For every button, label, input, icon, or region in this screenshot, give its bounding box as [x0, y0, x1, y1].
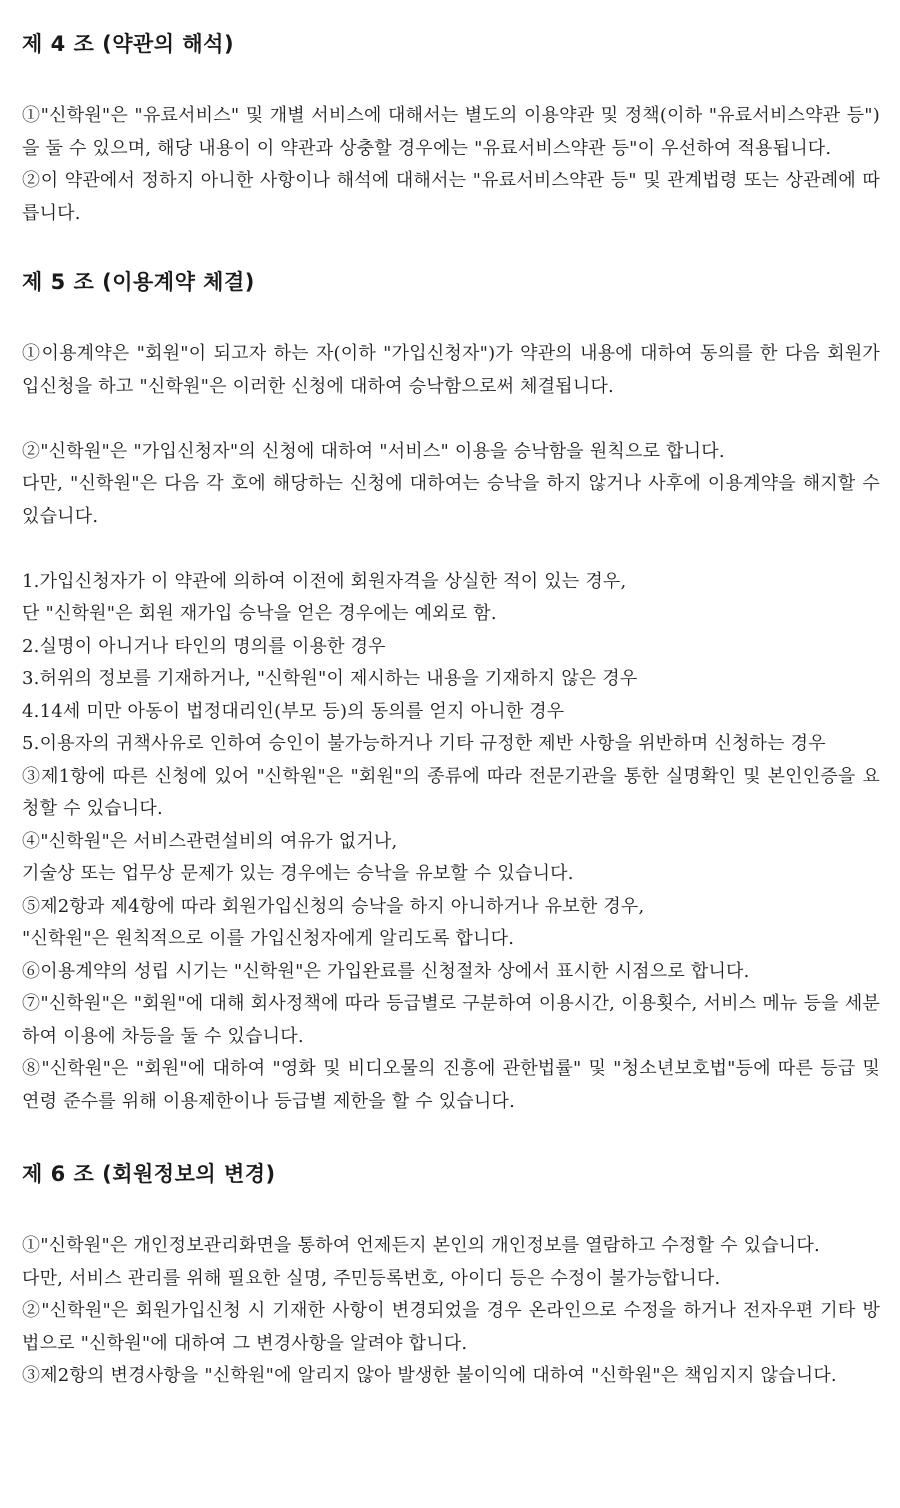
article-5-clause-5-cont: "신학원"은 원칙적으로 이를 가입신청자에게 알리도록 합니다.: [22, 928, 515, 949]
article-5-clause-1: ①이용계약은 "회원"이 되고자 하는 자(이하 "가입신청자")가 약관의 내용에 대하여 동의를 한 다음 회원가입신청을 하고 "신학원"은 이러한 신청에 대하여 승낙함으로써 체결됩니다.: [22, 343, 880, 397]
article-5-clause-7: ⑦"신학원"은 "회원"에 대해 회사정책에 따라 등급별로 구분하여 이용시간, 이용횟수, 서비스 메뉴 등을 세분하여 이용에 차등을 둘 수 있습니다.: [22, 993, 880, 1047]
article-5-item-1-exception: 단 "신학원"은 회원 재가입 승낙을 얻은 경우에는 예외로 함.: [22, 603, 497, 624]
article-5-body: [22, 338, 880, 1118]
article-4-body: [22, 100, 880, 230]
article-4-heading: 제 4 조 (약관의 해석): [22, 32, 235, 56]
article-6-clause-3: ③제2항의 변경사항을 "신학원"에 알리지 않아 발생한 불이익에 대하여 "신학원"은 책임지지 않습니다.: [22, 1365, 837, 1386]
article-6-body: [22, 1230, 880, 1393]
article-6-clause-2: ②"신학원"은 회원가입신청 시 기재한 사항이 변경되었을 경우 온라인으로 수정을 하거나 전자우편 기타 방법으로 "신학원"에 대하여 그 변경사항을 알려야 합니다.: [22, 1300, 880, 1354]
article-5-item-4: 4.14세 미만 아동이 법정대리인(부모 등)의 동의를 얻지 아니한 경우: [22, 700, 565, 722]
article-5-item-3: 3.허위의 정보를 기재하거나, "신학원"이 제시하는 내용을 기재하지 않은 경우: [22, 668, 638, 689]
article-4-clause-2: ②이 약관에서 정하지 아니한 사항이나 해석에 대해서는 "유료서비스약관 등" 및 관계법령 또는 상관례에 따릅니다.: [22, 170, 880, 224]
article-5-item-5: 5.이용자의 귀책사유로 인하여 승인이 불가능하거나 기타 규정한 제반 사항을 위반하며 신청하는 경우: [22, 733, 826, 754]
paragraph-gap: [22, 403, 880, 436]
article-5-clause-2: ②"신학원"은 "가입신청자"의 신청에 대하여 "서비스" 이용을 승낙함을 원칙으로 합니다.: [22, 440, 725, 462]
article-5-item-1: 1.가입신청자가 이 약관에 의하여 이전에 회원자격을 상실한 적이 있는 경우,: [22, 570, 627, 592]
article-6-heading: 제 6 조 (회원정보의 변경): [22, 1162, 276, 1186]
paragraph-gap: [22, 533, 880, 566]
article-5-clause-4: ④"신학원"은 서비스관련설비의 여유가 없거나,: [22, 830, 398, 852]
article-5-clause-8: ⑧"신학원"은 "회원"에 대하여 "영화 및 비디오물의 진흥에 관한법률" 및 "청소년보호법"등에 따른 등급 및 연령 준수를 위해 이용제한이나 등급별 제한을 할 수 있습니다.: [22, 1058, 880, 1112]
article-5-item-2: 2.실명이 아니거나 타인의 명의를 이용한 경우: [22, 635, 386, 657]
article-6-clause-1: ①"신학원"은 개인정보관리화면을 통하여 언제든지 본인의 개인정보를 열람하고 수정할 수 있습니다.: [22, 1235, 820, 1256]
article-6-clause-1-proviso: 다만, 서비스 관리를 위해 필요한 실명, 주민등록번호, 아이디 등은 수정이 불가능합니다.: [22, 1267, 721, 1289]
article-5-heading: 제 5 조 (이용계약 체결): [22, 270, 255, 294]
article-4-clause-1: ①"신학원"은 "유료서비스" 및 개별 서비스에 대해서는 별도의 이용약관 및 정책(이하 "유료서비스약관 등")을 둘 수 있으며, 해당 내용이 이 약관과 상충할 경우에는 "유료서비스약관 등"이 우선하여 적용됩니다.: [22, 105, 880, 159]
article-5-clause-4-cont: 기술상 또는 업무상 문제가 있는 경우에는 승낙을 유보할 수 있습니다.: [22, 863, 574, 884]
article-5-clause-2-proviso: 다만, "신학원"은 다음 각 호에 해당하는 신청에 대하여는 승낙을 하지 않거나 사후에 이용계약을 해지할 수 있습니다.: [22, 473, 880, 527]
article-5-clause-5: ⑤제2항과 제4항에 따라 회원가입신청의 승낙을 하지 아니하거나 유보한 경우,: [22, 895, 645, 917]
article-5-clause-6: ⑥이용계약의 성립 시기는 "신학원"은 가입완료를 신청절차 상에서 표시한 시점으로 합니다.: [22, 960, 750, 982]
article-5-clause-3: ③제1항에 따른 신청에 있어 "신학원"은 "회원"의 종류에 따라 전문기관을 통한 실명확인 및 본인인증을 요청할 수 있습니다.: [22, 765, 880, 819]
